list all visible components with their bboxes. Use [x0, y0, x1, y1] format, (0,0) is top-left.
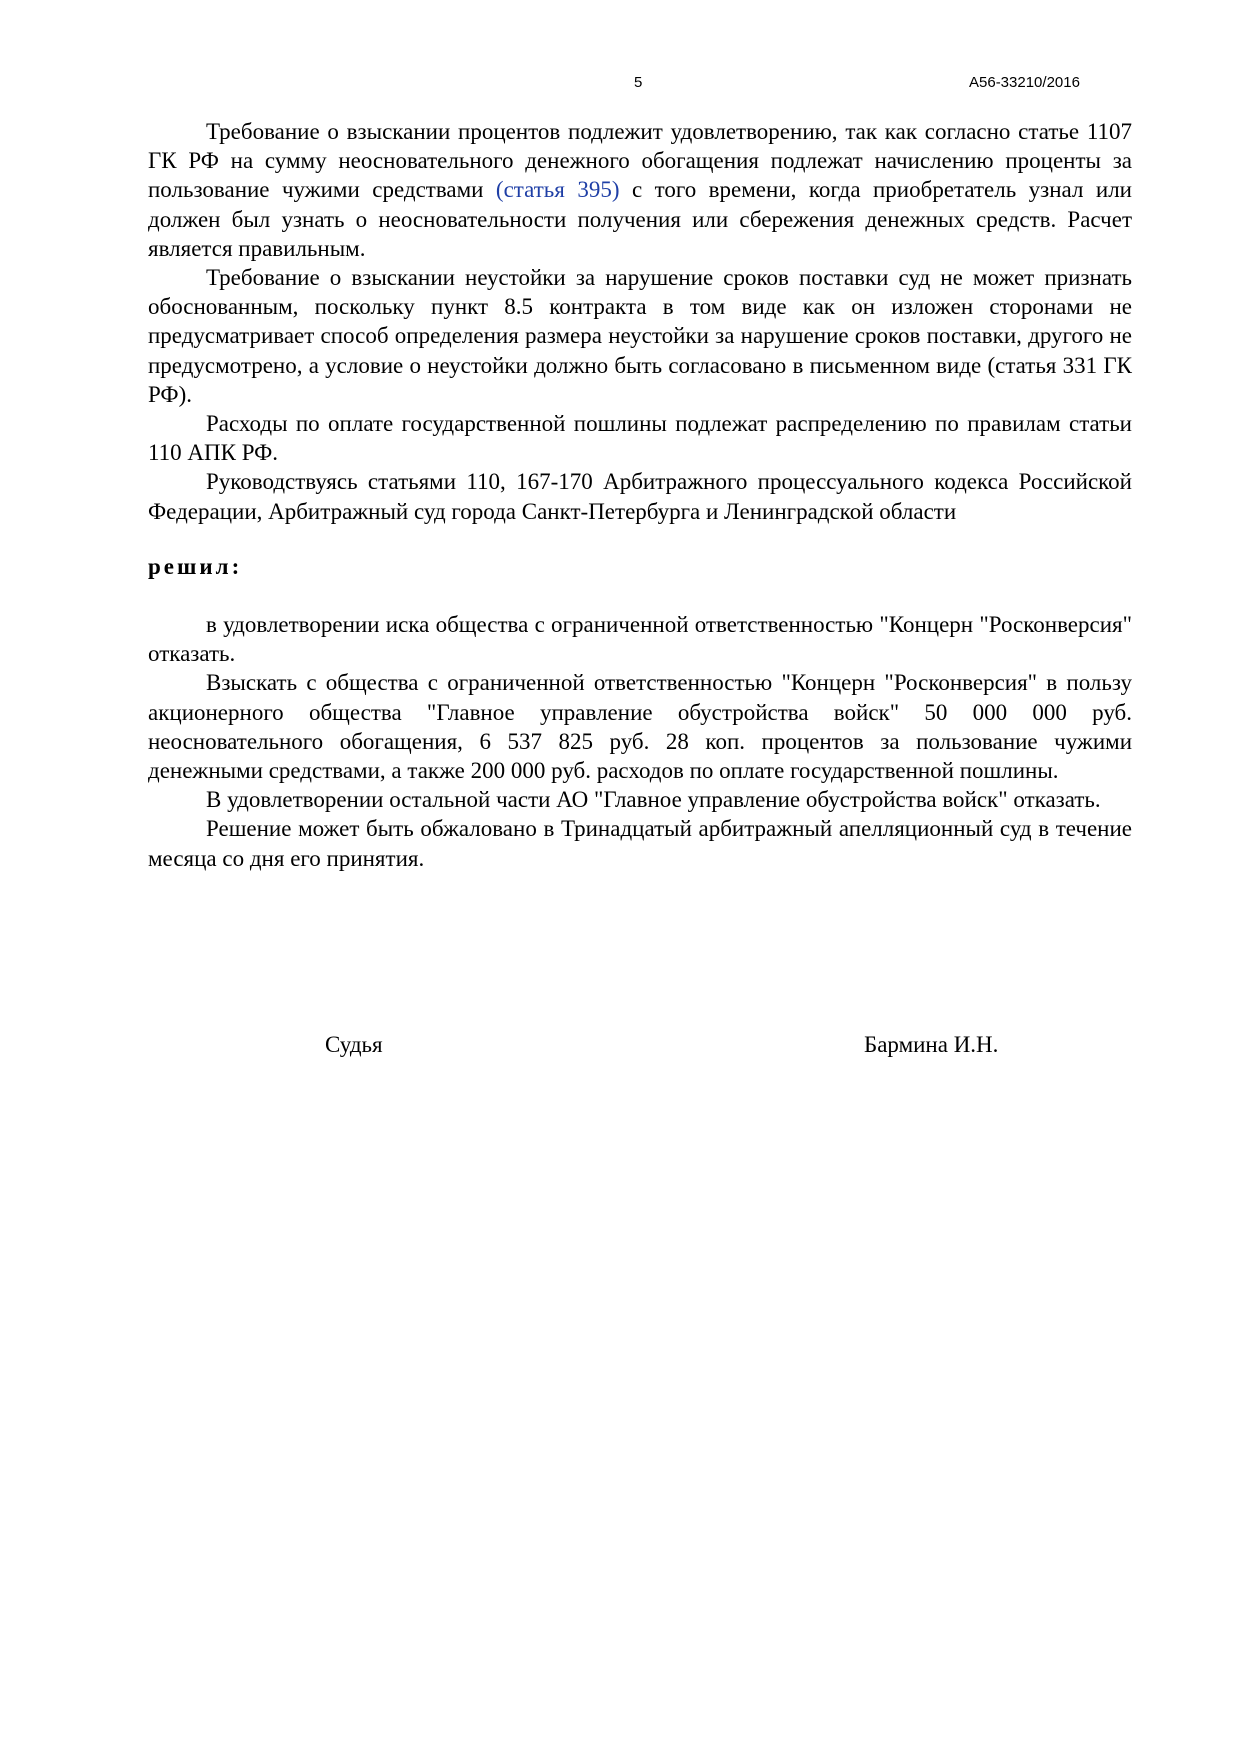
paragraph-court-fees: Расходы по оплате государственной пошлины подлежат распределению по правилам статьи 110 АПК РФ. — [148, 411, 1132, 466]
paragraph-recover-funds: Взыскать с общества с ограниченной ответственностью "Концерн "Росконверсия" в пользу акционерного общества "Главное управление обустройства войск" 50 000 000 руб. неосновательного обогащения, 6 537 825 руб. 28 коп. процентов за пользование чужими денежными средствами, а также 200 000 руб. расходов по оплате государственной пошлины. — [148, 670, 1132, 784]
paragraph-remaining-rejected: В удовлетворении остальной части АО "Главное управление обустройства войск" отказать. — [206, 787, 1101, 813]
paragraph-claim-rejected: в удовлетворении иска общества с ограниченной ответственностью "Концерн "Росконверсия" отказать. — [148, 612, 1132, 667]
case-number: А56-33210/2016 — [969, 74, 1080, 91]
article-395-link[interactable]: (статья 395) — [495, 177, 620, 203]
paragraph-interest-claim — [148, 117, 1132, 263]
signature-name: Бармина И.Н. — [864, 1032, 999, 1057]
paragraph-text: Требование о взыскании процентов подлежит удовлетворению, так как согласно статье 1107 ГК РФ на сумму неосновательного денежного обогащения подлежат начислению проценты за пользование чужими средствами — [148, 119, 1132, 203]
paragraph-appeal-notice: Решение может быть обжаловано в Тринадцатый арбитражный апелляционный суд в течение месяца со дня его принятия. — [148, 816, 1132, 871]
paragraph-text: с того времени, когда приобретатель узнал или должен был узнать о неосновательности получения или сбережения денежных средств. Расчет является правильным. — [148, 177, 1132, 261]
document-body — [148, 117, 1132, 873]
paragraph-guided-by: Руководствуясь статьями 110, 167-170 Арбитражного процессуального кодекса Российской Федерации, Арбитражный суд города Санкт-Петербурга и Ленинградской области — [148, 469, 1132, 524]
signature-role: Судья — [325, 1032, 383, 1057]
decision-title: решил: — [148, 553, 243, 579]
paragraph-penalty-claim: Требование о взыскании неустойки за нарушение сроков поставки суд не может признать обоснованным, поскольку пункт 8.5 контракта в том виде как он изложен сторонами не предусматривает способ определения размера неустойки за нарушение сроков поставки, другого не предусмотрено, а условие о неустойки должно быть согласовано в письменном виде (статья 331 ГК РФ). — [148, 265, 1132, 407]
page-number: 5 — [634, 74, 643, 91]
